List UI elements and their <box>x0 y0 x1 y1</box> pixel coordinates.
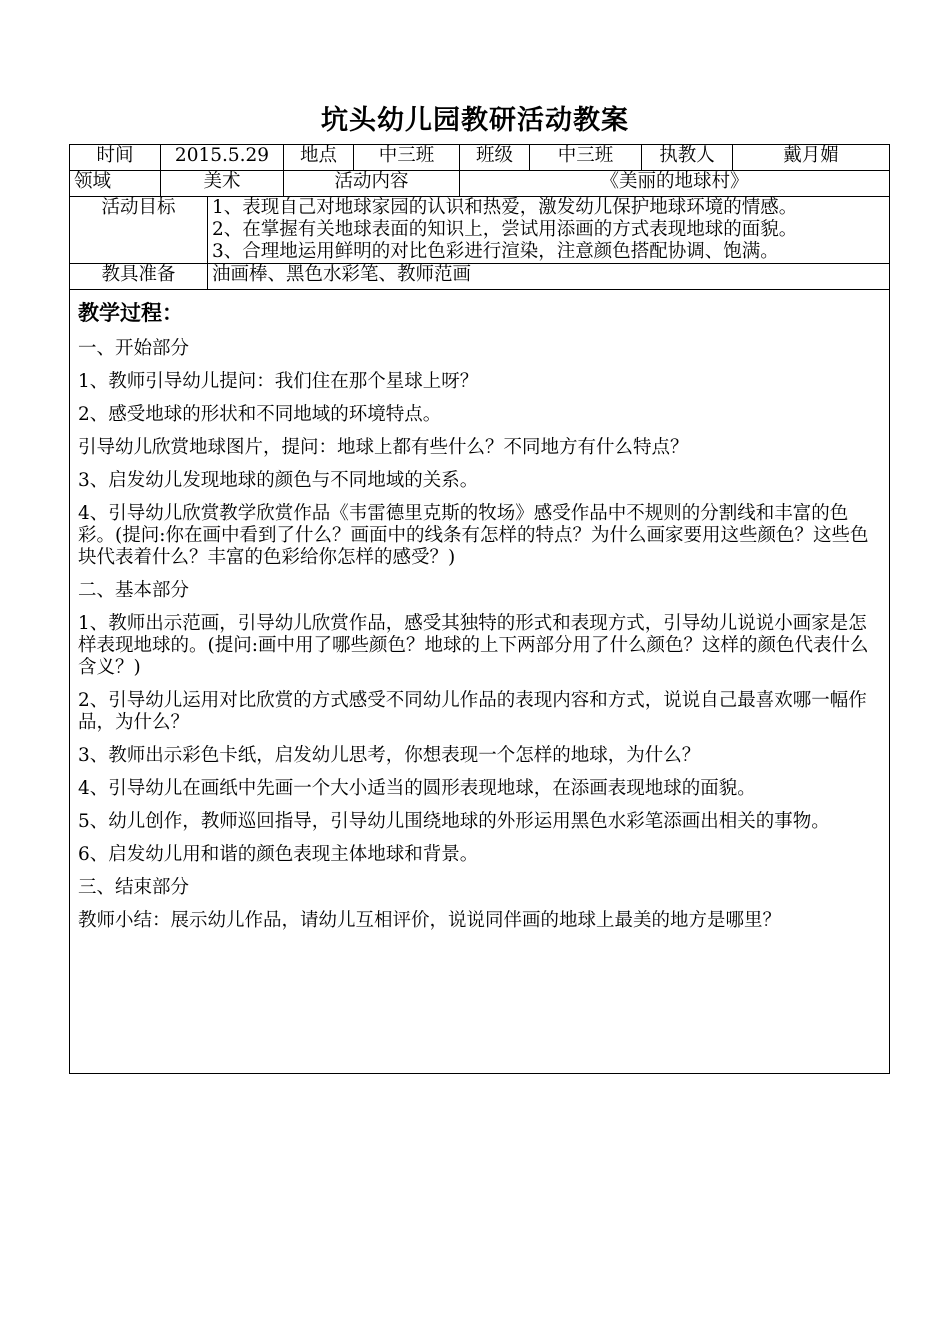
place-value: 中三班 <box>354 145 460 171</box>
goals-cell <box>208 197 890 264</box>
domain-label: 领域 <box>70 171 161 197</box>
process-paragraph: 教师小结：展示幼儿作品，请幼儿互相评价，说说同伴画的地球上最美的地方是哪里？ <box>78 910 782 931</box>
header-row <box>70 145 890 171</box>
process-paragraph: 4、引导幼儿欣赏教学欣赏作品《韦雷德里克斯的牧场》感受作品中不规则的分割线和丰富的色彩。(提问:你在画中看到了什么？画面中的线条有怎样的特点？为什么画家要用这些颜色？这些色块代表着什么？丰富的色彩给你怎样的感受？) <box>78 503 869 568</box>
goal-item: 1、表现自己对地球家园的认识和热爱，激发幼儿保护地球环境的情感。 <box>212 197 798 218</box>
process-paragraph: 3、教师出示彩色卡纸，启发幼儿思考，你想表现一个怎样的地球，为什么？ <box>78 745 701 766</box>
time-value: 2015.5.29 <box>161 145 284 171</box>
content-value: 《美丽的地球村》 <box>460 171 890 197</box>
class-value: 中三班 <box>530 145 642 171</box>
materials-row <box>70 264 890 290</box>
process-paragraph: 1、教师出示范画，引导幼儿欣赏作品，感受其独特的形式和表现方式，引导幼儿说说小画家是怎样表现地球的。(提问:画中用了哪些颜色？地球的上下两部分用了什么颜色？这样的颜色代表什么含义？) <box>78 613 869 678</box>
time-label: 时间 <box>70 145 161 171</box>
process-paragraph: 6、启发幼儿用和谐的颜色表现主体地球和背景。 <box>78 844 479 865</box>
content-label: 活动内容 <box>284 171 460 197</box>
materials-value: 油画棒、黑色水彩笔、教师范画 <box>208 264 890 290</box>
lesson-plan-table <box>69 144 890 1074</box>
goals-row <box>70 197 890 264</box>
process-paragraph: 5、幼儿创作，教师巡回指导，引导幼儿围绕地球的外形运用黑色水彩笔添画出相关的事物。 <box>78 811 830 832</box>
teacher-value: 戴月媚 <box>733 145 890 171</box>
process-body <box>78 338 881 932</box>
process-paragraph: 一、开始部分 <box>78 338 190 359</box>
domain-value: 美术 <box>161 171 284 197</box>
materials-label: 教具准备 <box>70 264 208 290</box>
goals-label: 活动目标 <box>70 197 208 264</box>
document-title: 坑头幼儿园教研活动教案 <box>321 105 629 136</box>
process-paragraph: 4、引导幼儿在画纸中先画一个大小适当的圆形表现地球，在添画表现地球的面貌。 <box>78 778 756 799</box>
goal-item: 3、合理地运用鲜明的对比色彩进行渲染，注意颜色搭配协调、饱满。 <box>212 241 779 262</box>
process-paragraph: 三、结束部分 <box>78 877 190 898</box>
teacher-label: 执教人 <box>642 145 733 171</box>
process-paragraph: 3、启发幼儿发现地球的颜色与不同地域的关系。 <box>78 470 479 491</box>
process-cell <box>70 290 890 1074</box>
place-label: 地点 <box>284 145 354 171</box>
process-paragraph: 2、感受地球的形状和不同地域的环境特点。 <box>78 404 442 425</box>
process-paragraph: 2、引导幼儿运用对比欣赏的方式感受不同幼儿作品的表现内容和方式，说说自己最喜欢哪一幅作品，为什么？ <box>78 690 867 733</box>
process-paragraph: 引导幼儿欣赏地球图片，提问：地球上都有些什么？不同地方有什么特点？ <box>78 437 689 458</box>
class-label: 班级 <box>460 145 530 171</box>
process-paragraph: 二、基本部分 <box>78 580 190 601</box>
goal-item: 2、在掌握有关地球表面的知识上，尝试用添画的方式表现地球的面貌。 <box>212 219 798 240</box>
process-paragraph: 1、教师引导幼儿提问：我们住在那个星球上呀？ <box>78 371 479 392</box>
process-title: 教学过程： <box>78 301 183 325</box>
process-row <box>70 290 890 1074</box>
domain-row <box>70 171 890 197</box>
